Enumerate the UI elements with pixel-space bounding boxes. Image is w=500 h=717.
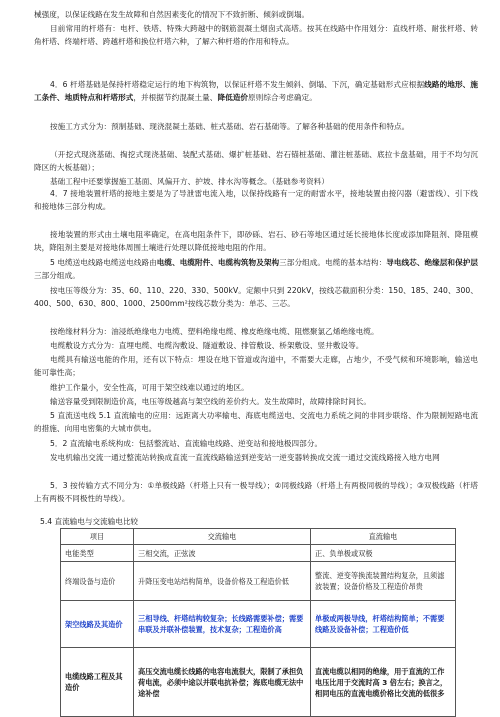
paragraph-dc-system: 5．2 直流输电系统构成：包括整流站、直流输电线路、逆变站和接地极四部分。 xyxy=(50,439,323,448)
paragraph-foundation-concepts: 基础工程中还要掌握施工基面、风偏开方、护坡、排水沟等概念。（基础参考资料） xyxy=(50,177,330,186)
table-row xyxy=(61,648,456,717)
cell-item: 电能类型 xyxy=(61,545,134,562)
text-run: ，并根据节约混凝土量、 xyxy=(133,93,218,103)
paragraph-tower-strength: 械强度，以保证线路在发生故障和自然因素变化的情况下不致折断、倾斜或倒塌。 xyxy=(34,10,310,19)
cell-dc: 单极或两极导线，杆塔结构简单；不需要线路及设备补偿；工程造价低 xyxy=(311,601,456,648)
paragraph-cable-laying: 电缆敷设方式分为：直埋电缆、电缆沟敷设、隧道敷设、排管敷设、桥架敷设、竖井敷设等。 xyxy=(50,341,364,350)
cell-dc: 整流、逆变等换流装置结构复杂，且须滤波装置；设备价格及工程造价昂贵 xyxy=(311,562,456,601)
cell-ac: 三相导线、杆塔结构较复杂；长线路需要补偿；需要串联及并联补偿装置，技术复杂；工程造价高 xyxy=(134,601,311,648)
paragraph-cable-structure xyxy=(34,256,478,283)
ac-dc-comparison-table xyxy=(60,528,456,717)
paragraph-grounding-form: 接地装置的形式由土壤电阻率确定，在高电阻条件下，即砂砾、岩石、砂石等地区通过延长接地体长度或添加降阻剂、降阻模块，降阻剂主要是对接地体周围土壤进行处理以降低接地电阻的作用。 xyxy=(34,230,478,253)
cell-item: 电缆线路工程及其造价 xyxy=(61,648,134,717)
table-caption: 5.4 直流输电与交流输电比较 xyxy=(40,517,139,526)
cell-item: 终端设备与造价 xyxy=(61,562,134,601)
header-ac: 交流输电 xyxy=(134,529,311,545)
emphasis-reduce-cost: 降低造价 xyxy=(217,93,249,103)
paragraph-dc-flow: 发电机输出交流一通过整流站转换成直流一直流线路输送到逆变站一逆变器转换成交流一通过交流线路接入地方电网 xyxy=(50,453,440,462)
paragraph-cable-insulation: 按绝缘材料分为：油浸纸绝缘电力电缆、塑料绝缘电缆、橡皮绝缘电缆、阻燃聚氯乙烯绝缘电缆。 xyxy=(50,327,379,336)
paragraph-dc-application: 5 直流送电线 5.1 直流输电的应用：远距离大功率输电、海底电缆送电、交流电力系统之间的非同步联络、作为限制短路电流的措施、向用电密集的大城市供电。 xyxy=(34,411,478,434)
paragraph-cable-capacity: 输送容量受到限制造价高，电压等级越高与架空线的差价约大。发生故障时，故障排除时间长。 xyxy=(50,397,372,406)
cell-ac: 三相交流，正弦波 xyxy=(134,545,311,562)
text-run: 原则综合考虑确定。 xyxy=(248,93,317,103)
cell-dc: 直流电缆以相同的绝缘，用于直流的工作电压比用于交流时高 3 倍左右；换言之，相同电压的直流电缆价格比交流的低很多 xyxy=(311,648,456,717)
text-run: 三部分组成。电缆的基本结构： xyxy=(279,258,387,267)
text-run: 5 电缆送电线路电缆送电线路由 xyxy=(50,258,157,267)
paragraph-dc-modes: 5．3 按传输方式不同分为：①单极线路（杆塔上只有一极导线）；②同极线路（杆塔上有两极同极的导线）；③双极线路（杆塔上有两极不同极性的导线）。 xyxy=(34,481,478,504)
table-header-row xyxy=(61,529,456,545)
paragraph-cable-maintenance: 维护工作量小，安全性高，可用于架空线难以通过的地区。 xyxy=(50,383,249,392)
paragraph-tower-types: 目前常用的杆塔有：电杆、铁塔、特殊大跨越中的钢筋混凝土烟囱式高塔。按其在线路中作用划分：直线杆塔、耐张杆塔、转角杆塔、终端杆塔、跨越杆塔和换位杆塔六种，了解六种杆塔的作用和特点。 xyxy=(34,24,478,47)
paragraph-grounding: 4．7 接地装置杆塔的接地主要是为了导泄雷电流入地，以保持线路有一定的耐雷水平，接地装置由接闪器（避雷线）、引下线和接地体三部分构成。 xyxy=(34,189,478,212)
emphasis-cable-parts: 电缆、电缆附件、电缆构筑物及架构 xyxy=(156,258,280,267)
cell-item: 架空线路及其造价 xyxy=(61,601,134,648)
cell-ac: 升降压变电站结构简单，设备价格及工程造价低 xyxy=(134,562,311,601)
text-run: 杆塔基础是保持杆塔稳定运行的地下构筑物，以保证杆塔不发生倾斜、倒塌、下沉，确定基础形式应根据 xyxy=(70,80,425,89)
header-dc: 直流输电 xyxy=(311,529,456,545)
paragraph-cable-voltage: 按电压等级分为：35、60、110、220、330、500kV。定额中只到 220kV，按线芯截面积分类：150、185、240、300、400、500、630、800、1000、2500mm²按线芯数分类为：单芯、三芯。 xyxy=(34,286,478,309)
paragraph-foundation-types: 按施工方式分为：预制基础、现浇混凝土基础、桩式基础、岩石基础等。了解各种基础的使用条件和特点。 xyxy=(50,122,410,131)
emphasis-cable-layers: 导电线芯、绝缘层和保护层 xyxy=(386,258,479,267)
cell-dc: 正、负单极或双极 xyxy=(311,545,456,562)
cell-ac: 高压交流电缆长线路的电容电流很大，限制了承担负荷电流，必须中途以并联电抗补偿；海底电缆无法中途补偿 xyxy=(134,648,311,717)
paragraph-foundation-list: （开挖式现浇基础、掏挖式现浇基础、装配式基础、爆扩桩基础、岩石锚桩基础、灌注桩基础、底拉卡盘基础，用于不均匀沉降区的大板基础）； xyxy=(34,150,478,173)
text-run: 三部分组成。 xyxy=(34,271,80,281)
emphasis-foundation-factors: 线路的地形、施工条件、地质特点和杆塔形式 xyxy=(34,80,479,103)
paragraph-cable-features: 电缆具有输送电能的作用，还有以下特点：埋设在地下管道或沟道中，不需要大走廊，占地少，不受气候和环境影响，输送电能可靠性高； xyxy=(34,355,478,378)
table-row xyxy=(61,562,456,601)
header-item: 项目 xyxy=(61,529,134,545)
section-number-4-6: 4．6 xyxy=(50,80,71,89)
paragraph-foundation xyxy=(34,78,478,105)
table-row xyxy=(61,545,456,562)
table-row xyxy=(61,601,456,648)
